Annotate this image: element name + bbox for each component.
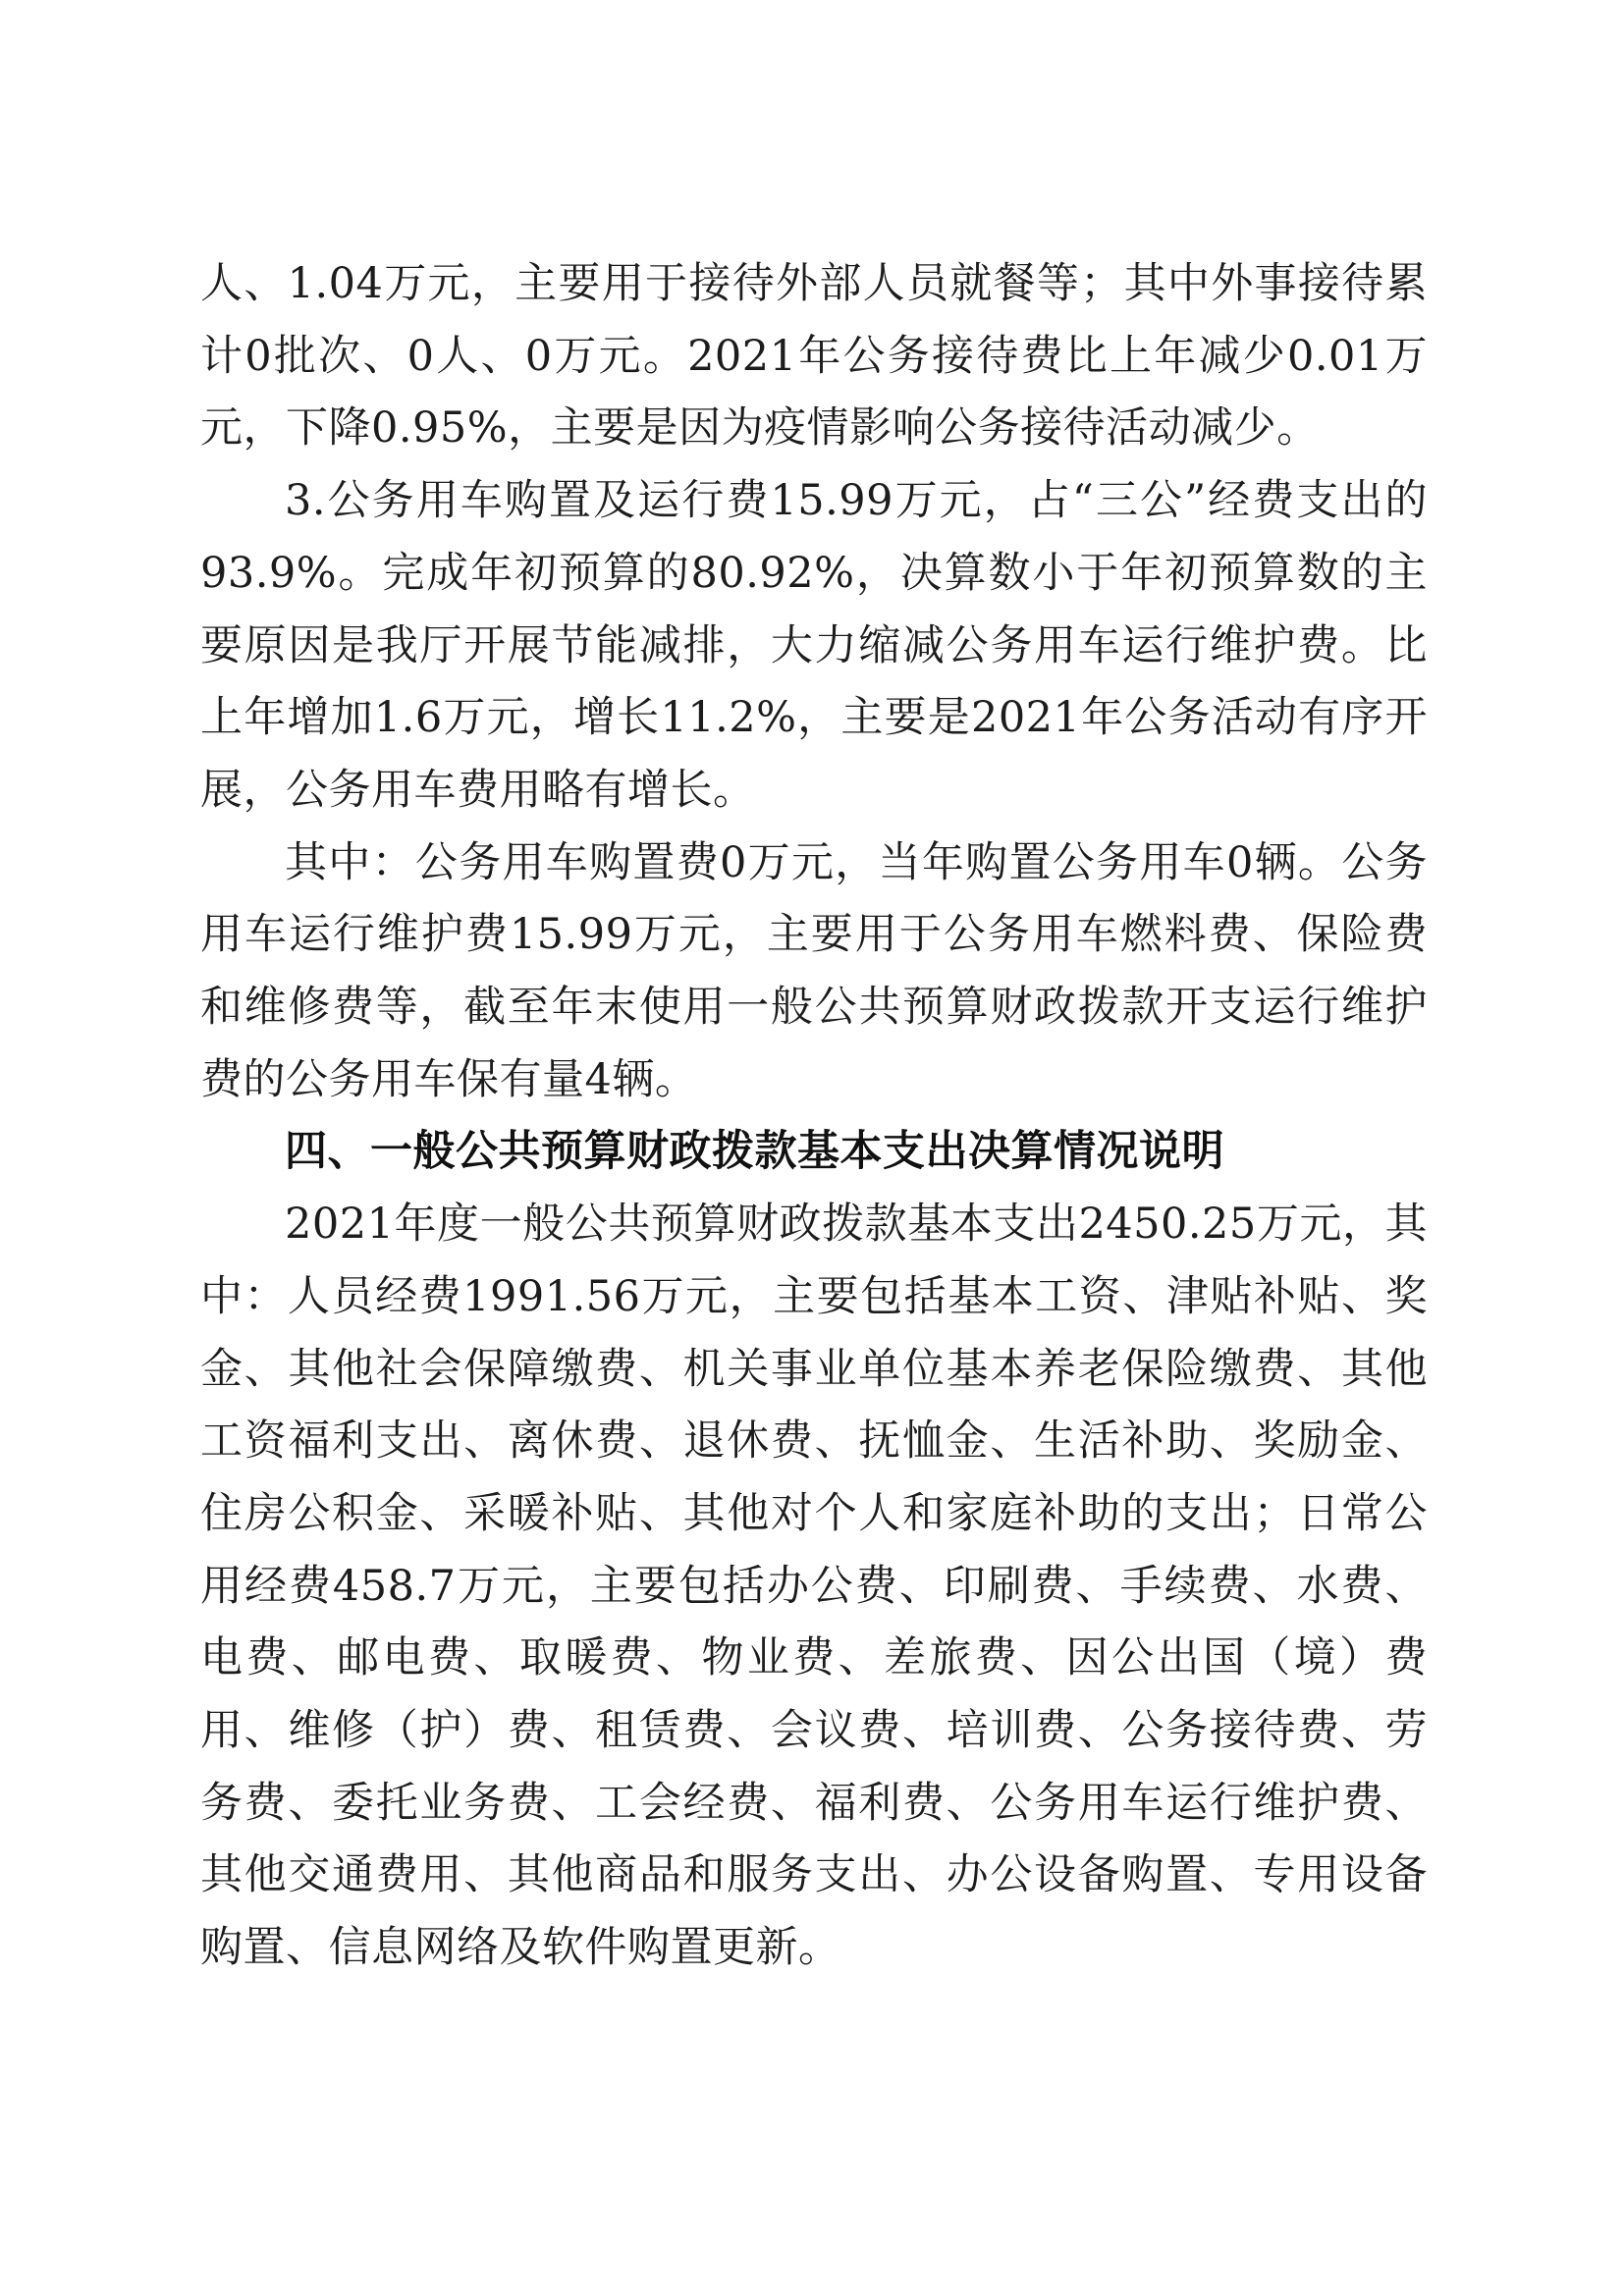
paragraph-reception-cost-continued: 人、1.04万元，主要用于接待外部人员就餐等；其中外事接待累计0批次、0人、0万元。2021年公务接待费比上年减少0.01万元，下降0.95%，主要是因为疫情影响公务接待活动减少。 <box>200 259 1428 454</box>
document-body <box>200 248 1428 1985</box>
section-heading: 四、一般公共预算财政拨款基本支出决算情况说明 <box>285 1127 1224 1177</box>
paragraph-vehicle-cost: 3.公务用车购置及运行费15.99万元，占“三公”经费支出的93.9%。完成年初预算的80.92%，决算数小于年初预算数的主要原因是我厅开展节能减排，大力缩减公务用车运行维护费。比上年增加1.6万元，增长11.2%，主要是2021年公务活动有序开展，公务用车费用略有增长。 <box>200 476 1428 815</box>
paragraph-basic-expenditure: 2021年度一般公共预算财政拨款基本支出2450.25万元，其中：人员经费1991.56万元，主要包括基本工资、津贴补贴、奖金、其他社会保障缴费、机关事业单位基本养老保险缴费、其他工资福利支出、离休费、退休费、抚恤金、生活补助、奖励金、住房公积金、采暖补贴、其他对个人和家庭补助的支出；日常公用经费458.7万元，主要包括办公费、印刷费、手续费、水费、电费、邮电费、取暖费、物业费、差旅费、因公出国（境）费用、维修（护）费、租赁费、会议费、培训费、公务接待费、劳务费、委托业务费、工会经费、福利费、公务用车运行维护费、其他交通费用、其他商品和服务支出、办公设备购置、专用设备购置、信息网络及软件购置更新。 <box>200 1200 1428 1973</box>
paragraph-vehicle-detail: 其中：公务用车购置费0万元，当年购置公务用车0辆。公务用车运行维护费15.99万元，主要用于公务用车燃料费、保险费和维修费等，截至年末使用一般公共预算财政拨款开支运行维护费的公务用车保有量4辆。 <box>200 837 1428 1104</box>
